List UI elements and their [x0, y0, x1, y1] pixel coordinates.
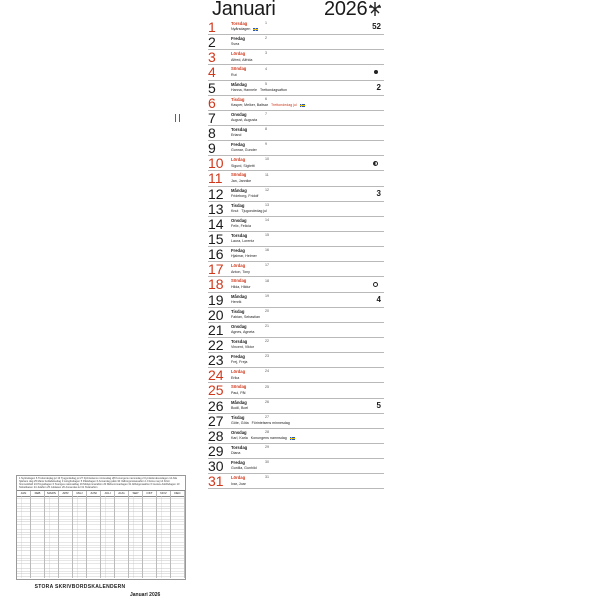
day-row [208, 459, 384, 474]
day-row [208, 171, 384, 186]
day-of-year: 17 [265, 263, 269, 268]
month-column [143, 496, 157, 578]
day-row [208, 338, 384, 353]
name-day [231, 148, 257, 153]
month-header: MAJ [73, 491, 87, 496]
name-day-text: Frej, Freja [231, 360, 248, 365]
day-row [208, 141, 384, 156]
weekday-label: Torsdag [231, 126, 248, 132]
name-day [231, 285, 251, 290]
name-day [231, 482, 246, 487]
name-day-text: Felix, Felicia [231, 224, 251, 229]
name-day-text: Henrik [231, 299, 242, 304]
day-row [208, 20, 384, 35]
month-column [115, 496, 129, 578]
month-grid [17, 496, 185, 578]
month-column [17, 496, 31, 578]
brand-logo-icon [368, 1, 382, 17]
day-number: 9 [208, 140, 216, 157]
month-column [129, 496, 143, 578]
year-title: 2026 [324, 0, 368, 20]
moon-phase-icon [373, 282, 378, 287]
day-number: 11 [208, 170, 223, 187]
weekday-label: Torsdag [231, 338, 248, 344]
day-number: 25 [208, 382, 224, 399]
month-column [171, 496, 185, 578]
name-day-text: Bodil, Boel [231, 405, 249, 410]
week-number: 2 [376, 82, 381, 92]
day-of-year: 31 [265, 475, 269, 480]
name-day [231, 224, 251, 229]
name-day [231, 360, 247, 365]
day-number: 2 [208, 34, 216, 51]
day-of-year: 20 [265, 308, 269, 313]
name-day-text: Fabian, Sebastian [231, 314, 260, 319]
day-row [208, 414, 384, 429]
day-of-year: 25 [265, 384, 269, 389]
weekday-label: Lördag [231, 369, 246, 375]
name-day-text: Sigurd, Sigbritt [231, 163, 255, 168]
month-header: SEP [129, 491, 143, 496]
day-row [208, 383, 384, 398]
name-day-text: Gunilla, Gunhild [231, 466, 257, 471]
week-number: 52 [372, 22, 381, 31]
weekday-label: Måndag [231, 399, 247, 405]
name-day [231, 103, 305, 108]
day-number: 26 [208, 397, 224, 414]
month-header: FEB [31, 491, 45, 496]
name-day [231, 330, 254, 335]
day-number: 4 [208, 64, 216, 81]
name-day [231, 27, 258, 32]
weekday-label: Söndag [231, 66, 247, 72]
name-day-text: Vincent, Viktor [231, 345, 255, 350]
weekday-label: Torsdag [231, 232, 248, 238]
name-day-text: Frideborg, Fridolf [231, 193, 259, 198]
name-day-text: Rut [231, 72, 237, 77]
name-day [231, 376, 239, 381]
day-number: 6 [208, 94, 216, 111]
name-day [231, 42, 239, 47]
name-day-text: Svea [231, 42, 240, 47]
day-number: 22 [208, 336, 224, 353]
day-row [208, 50, 384, 65]
name-day [231, 254, 257, 259]
day-number: 12 [208, 185, 224, 202]
name-day-text: Hilda, Hildur [231, 284, 251, 289]
day-row [208, 126, 384, 141]
day-row [208, 65, 384, 80]
name-day [231, 88, 287, 93]
day-of-year: 11 [265, 172, 269, 177]
month-column [87, 496, 101, 578]
weekday-label: Tisdag [231, 202, 245, 208]
day-of-year: 19 [265, 293, 269, 298]
name-day-text: Ivar, Joar [231, 481, 246, 486]
name-day-text: Anton, Tony [231, 269, 250, 274]
holiday-legend: 1 Nyårsdagen 6 Trettondedag jul 13 Tjugondedag jul 27 Förintelsens minnesdag 28 Konungens namnsdag 2 Kyndelsmässodagen 14 Alla hjärtans dag 25 Marie bebådelsedag 3 Långfredagen 5 Påskdagen 6 Annandag påsk 30 Valborgsmässoafton 1 Första maj 14 Kristi himmelsfärd 24 Pingstdagen 6 Sveriges nationaldag 19 Midsommarafton 20 Midsommardagen 31 Allhelgonaafton 6 Gustav Adolfsdagen 10 Nobeldagen 24 Julafton 25 Juldagen 26 Annandag jul 31 Nyårsafton [19, 477, 180, 488]
day-number: 24 [208, 367, 224, 384]
day-number: 17 [208, 261, 224, 278]
day-row [208, 262, 384, 277]
calendar-sheet [208, 0, 384, 600]
day-number: 3 [208, 49, 216, 66]
name-day-text: August, Augusta [231, 118, 258, 123]
day-of-year: 15 [265, 233, 269, 238]
day-row [208, 429, 384, 444]
name-day [231, 270, 250, 275]
brand-name: STORA SKRIVBORDSKALENDERN [34, 584, 126, 590]
month-column [73, 496, 87, 578]
name-day-text: Hjalmar, Helmer [231, 254, 257, 259]
day-number: 20 [208, 306, 224, 323]
day-number: 8 [208, 124, 216, 141]
month-column [157, 496, 171, 578]
tab-marker [175, 114, 180, 122]
day-list [208, 20, 384, 489]
name-day [231, 209, 267, 214]
day-of-year: 3 [265, 51, 267, 56]
day-number: 7 [208, 109, 216, 126]
day-of-year: 13 [265, 202, 269, 207]
moon-phase-icon [373, 161, 378, 166]
month-column [31, 496, 45, 578]
weekday-label: Måndag [231, 81, 247, 87]
name-day [231, 164, 255, 169]
day-number: 16 [208, 246, 224, 263]
weekday-label: Måndag [231, 293, 247, 299]
name-day [231, 315, 260, 320]
day-number: 5 [208, 79, 216, 96]
day-number: 13 [208, 200, 224, 217]
weekday-label: Lördag [231, 263, 246, 269]
name-day-text: Erika [231, 375, 240, 380]
day-number: 23 [208, 352, 224, 369]
day-of-year: 10 [265, 157, 269, 162]
weekday-label: Onsdag [231, 111, 247, 117]
day-of-year: 5 [265, 81, 267, 86]
weekday-label: Fredag [231, 460, 245, 466]
day-of-year: 24 [265, 369, 269, 374]
day-row [208, 368, 384, 383]
day-of-year: 22 [265, 339, 269, 344]
month-title: Januari [212, 0, 276, 20]
name-day [231, 133, 241, 138]
day-row [208, 156, 384, 171]
name-day [231, 436, 295, 441]
day-row [208, 111, 384, 126]
day-of-year: 9 [265, 142, 267, 147]
month-column [101, 496, 115, 578]
month-header: DEC [171, 491, 185, 496]
day-row [208, 81, 384, 96]
weekday-label: Lördag [231, 157, 246, 163]
weekday-label: Torsdag [231, 444, 248, 450]
name-day-text: Alfred, Alfrida [231, 57, 253, 62]
day-row [208, 96, 384, 111]
day-of-year: 2 [265, 36, 267, 41]
week-number: 3 [376, 188, 381, 198]
day-of-year: 4 [265, 66, 267, 71]
footer-month-year: Januari 2026 [130, 592, 161, 598]
weekday-label: Onsdag [231, 429, 247, 435]
weekday-label: Tisdag [231, 308, 245, 314]
name-day [231, 58, 252, 63]
day-of-year: 18 [265, 278, 269, 283]
weekday-label: Onsdag [231, 323, 247, 329]
day-row [208, 308, 384, 323]
day-row [208, 217, 384, 232]
day-of-year: 23 [265, 354, 269, 359]
weekday-label: Måndag [231, 187, 247, 193]
day-row [208, 277, 384, 292]
moon-phase-icon [374, 70, 378, 74]
month-column [59, 496, 73, 578]
day-row [208, 35, 384, 50]
weekday-label: Söndag [231, 384, 247, 390]
month-header: APR [59, 491, 73, 496]
holiday-note: Förintelsens minnesdag [251, 420, 290, 425]
name-day [231, 118, 257, 123]
holiday-note: Tjugondedag jul [241, 208, 267, 213]
weekday-label: Söndag [231, 278, 247, 284]
day-row [208, 474, 384, 489]
day-number: 18 [208, 276, 224, 293]
name-day-text: Kasper, Melker, Baltsar [231, 103, 268, 107]
name-day-text: Diana [231, 451, 241, 456]
day-number: 1 [208, 19, 216, 35]
name-day [231, 466, 257, 471]
weekday-label: Fredag [231, 36, 245, 42]
week-number: 5 [376, 400, 381, 410]
calendar-header [208, 0, 384, 20]
name-day [231, 421, 290, 426]
name-day [231, 300, 241, 305]
name-day [231, 239, 254, 244]
day-of-year: 27 [265, 414, 269, 419]
holiday-note: Trettondagsafton [259, 87, 288, 92]
name-day [231, 391, 245, 396]
swedish-flag-icon [300, 104, 305, 107]
day-row [208, 353, 384, 368]
day-of-year: 14 [265, 218, 269, 223]
weekday-label: Onsdag [231, 217, 247, 223]
month-header: MARS [45, 491, 59, 496]
month-column [45, 496, 59, 578]
name-day-text: Gunnar, Gunder [231, 148, 257, 153]
swedish-flag-icon [253, 28, 258, 31]
day-row [208, 293, 384, 308]
day-number: 14 [208, 215, 224, 232]
day-number: 28 [208, 427, 224, 444]
month-header: JAN [17, 491, 31, 496]
weekday-label: Fredag [231, 248, 245, 254]
name-day [231, 179, 251, 184]
name-day-text: Jan, Jannike [231, 178, 252, 183]
month-header: OKT [143, 491, 157, 496]
day-of-year: 16 [265, 248, 269, 253]
name-day-text: Paul, Pål [231, 390, 246, 395]
day-row [208, 444, 384, 459]
month-header: JUNI [87, 491, 101, 496]
day-of-year: 7 [265, 112, 267, 117]
day-of-year: 28 [265, 429, 269, 434]
weekday-label: Fredag [231, 354, 245, 360]
day-number: 27 [208, 412, 224, 429]
name-day [231, 73, 237, 78]
month-header: AUG [115, 491, 129, 496]
day-of-year: 1 [265, 21, 267, 26]
weekday-label: Söndag [231, 172, 247, 178]
name-day-text: Erland [231, 133, 242, 138]
name-day [231, 345, 254, 350]
day-number: 29 [208, 442, 224, 459]
day-of-year: 8 [265, 127, 267, 132]
day-number: 30 [208, 458, 224, 475]
day-number: 31 [208, 473, 224, 490]
year-overview [16, 475, 186, 580]
day-of-year: 6 [265, 96, 267, 101]
day-row [208, 202, 384, 217]
week-number: 4 [376, 294, 381, 304]
day-number: 21 [208, 321, 224, 338]
day-number: 19 [208, 291, 224, 308]
name-day-text: Nyårsdagen [231, 27, 251, 32]
day-of-year: 21 [265, 324, 269, 328]
name-day-text: Knut [231, 208, 239, 213]
name-day [231, 451, 240, 456]
month-header: NOV [157, 491, 171, 496]
weekday-label: Tisdag [231, 96, 245, 102]
weekday-label: Fredag [231, 142, 245, 148]
day-of-year: 29 [265, 445, 269, 450]
name-day [231, 406, 248, 411]
name-day-text: Karl, Karla [231, 436, 248, 441]
day-of-year: 30 [265, 460, 269, 465]
holiday-note: Konungens namnsdag [250, 436, 287, 441]
day-of-year: 12 [265, 187, 269, 192]
name-day-text: Göte, Göta [231, 420, 249, 425]
name-day-text: Laura, Lorentz [231, 239, 255, 244]
day-number: 15 [208, 230, 224, 247]
day-row [208, 232, 384, 247]
name-day-text: Hanna, Hannele [231, 87, 257, 92]
weekday-label: Torsdag [231, 21, 248, 26]
day-row [208, 323, 384, 338]
weekday-label: Lördag [231, 475, 246, 481]
day-of-year: 26 [265, 399, 269, 404]
day-number: 10 [208, 155, 224, 172]
day-row [208, 399, 384, 414]
swedish-flag-icon [290, 437, 295, 440]
day-row [208, 187, 384, 202]
name-day-text: Agnes, Agneta [231, 330, 255, 335]
holiday-note: Trettondedag jul [270, 103, 297, 107]
name-day [231, 194, 258, 199]
month-header: JULI [101, 491, 115, 496]
weekday-label: Lördag [231, 51, 246, 57]
day-row [208, 247, 384, 262]
weekday-label: Tisdag [231, 414, 245, 420]
